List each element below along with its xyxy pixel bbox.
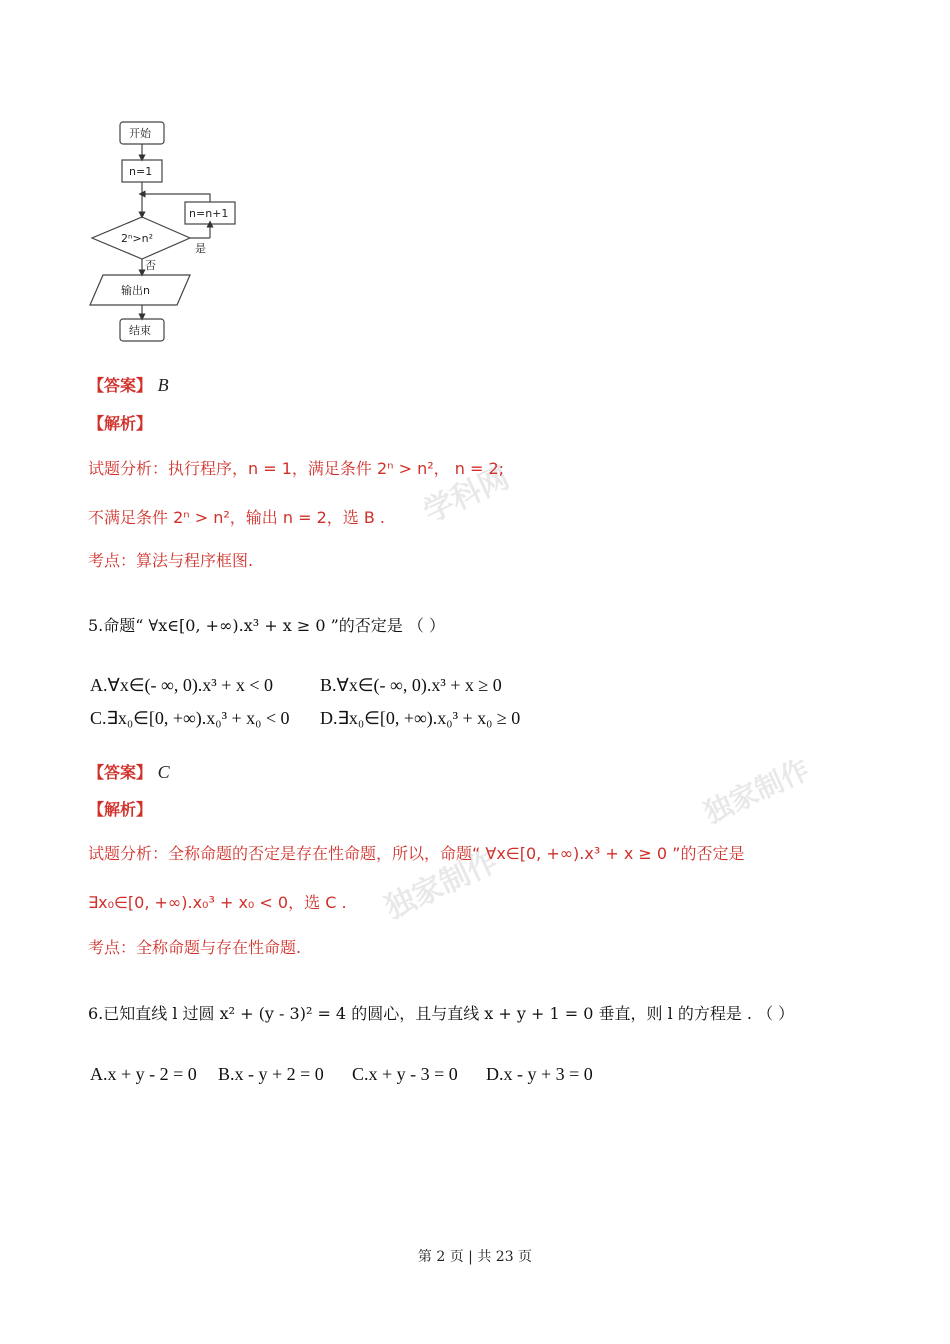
q4-point: 考点：算法与程序框图. xyxy=(88,551,254,570)
q5-point: 考点：全称命题与存在性命题. xyxy=(88,938,302,957)
answer-label: 【答案】 xyxy=(88,376,153,395)
watermark: 独家制作 xyxy=(698,752,815,830)
flow-output-label: 输出n xyxy=(121,284,150,297)
watermark: 独家制作 xyxy=(379,843,504,927)
q6-option-c: C.x + y - 3 = 0 xyxy=(352,1064,458,1084)
flow-condition-label: 2ⁿ>n² xyxy=(121,232,153,245)
flow-no-label: 否 xyxy=(145,259,156,272)
q5-analysis-line1: 试题分析：全称命题的否定是存在性命题，所以，命题“ ∀x∈[0, +∞).x³ + x ≥ 0 ”的否定是 xyxy=(88,844,745,863)
q5-option-a: A.∀x∈(- ∞, 0).x³ + x < 0 xyxy=(90,675,274,695)
q5-analysis-label: 【解析】 xyxy=(88,800,153,819)
q5-option-b: B.∀x∈(- ∞, 0).x³ + x ≥ 0 xyxy=(320,675,502,695)
flow-yes-label: 是 xyxy=(195,242,206,255)
flow-start-label: 开始 xyxy=(129,127,151,140)
q5-analysis-line2: ∃x₀∈[0, +∞).x₀³ + x₀ < 0，选 C . xyxy=(88,893,347,912)
q4-analysis-label: 【解析】 xyxy=(88,414,153,433)
q5-option-c: C.∃x₀∈[0, +∞).x₀³ + x₀ < 0 xyxy=(90,708,290,728)
q5-option-d: D.∃x₀∈[0, +∞).x₀³ + x₀ ≥ 0 xyxy=(320,708,521,728)
q5-question: 5.命题“ ∀x∈[0, +∞).x³ + x ≥ 0 ”的否定是 （ ） xyxy=(88,616,445,635)
flowchart xyxy=(85,110,255,350)
answer-value: B xyxy=(157,375,169,395)
answer-label: 【答案】 xyxy=(88,763,153,782)
q5-answer xyxy=(88,760,170,783)
q4-analysis-line2: 不满足条件 2ⁿ > n²，输出 n = 2，选 B . xyxy=(88,508,385,527)
flow-init-label: n=1 xyxy=(129,165,153,178)
flow-end-label: 结束 xyxy=(129,324,151,337)
q4-answer xyxy=(88,373,169,396)
flow-update-label: n=n+1 xyxy=(189,207,229,220)
page-footer: 第 2 页 | 共 23 页 xyxy=(417,1249,533,1265)
q4-analysis-line1: 试题分析：执行程序，n = 1，满足条件 2ⁿ > n²， n = 2; xyxy=(88,459,505,478)
q6-option-b: B.x - y + 2 = 0 xyxy=(218,1064,324,1084)
answer-value: C xyxy=(157,762,170,782)
q6-option-a: A.x + y - 2 = 0 xyxy=(90,1064,197,1084)
q6-question: 6.已知直线 l 过圆 x² + (y - 3)² = 4 的圆心，且与直线 x + y + 1 = 0 垂直，则 l 的方程是 . （ ） xyxy=(88,1004,795,1023)
watermark: 学科网 xyxy=(418,460,515,531)
q6-option-d: D.x - y + 3 = 0 xyxy=(486,1064,593,1084)
